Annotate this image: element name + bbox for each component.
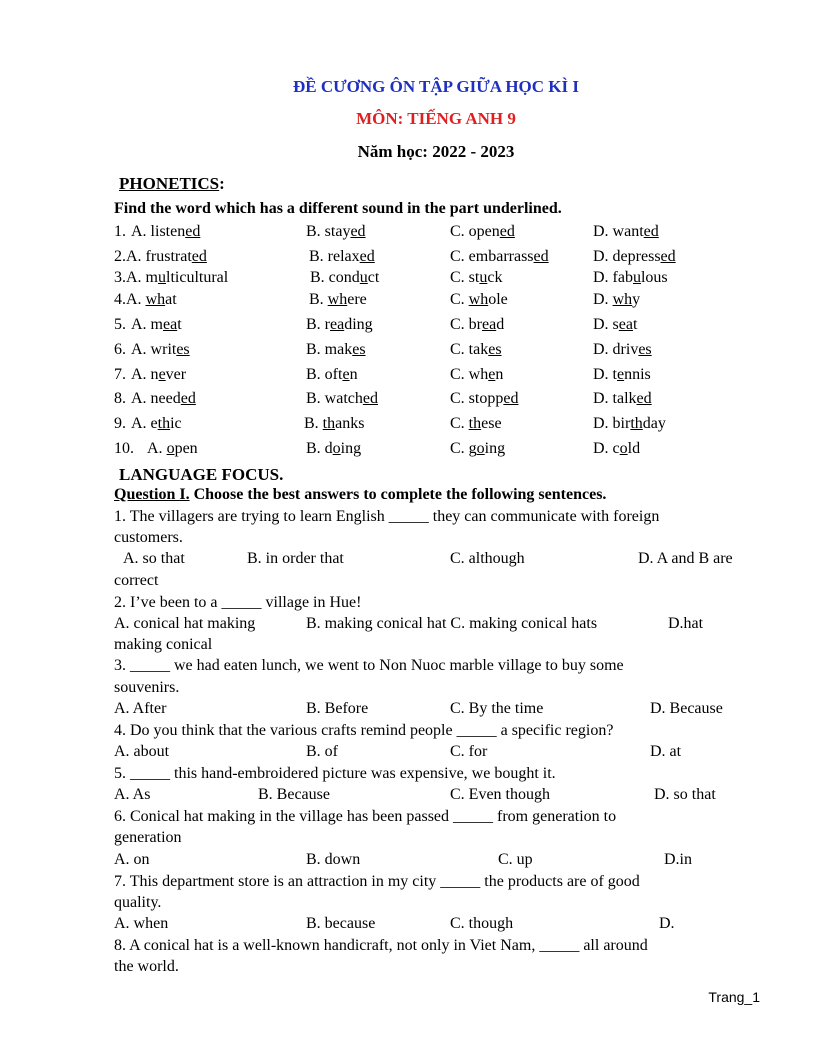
underlined-part: o (332, 440, 341, 457)
underlined-part: e (488, 366, 496, 383)
phonetics-option-b: B. where (309, 291, 367, 308)
underlined-part: wh (145, 291, 166, 308)
phonetics-option-d: D. birthday (593, 415, 666, 432)
phonetics-option-c: C. when (450, 366, 504, 383)
phonetics-option-b: B. watched (306, 390, 378, 407)
q4-stem: 4. Do you think that the various crafts remind people _____ a specific region? (114, 722, 614, 739)
underlined-part: es (352, 341, 366, 358)
underlined-part: u (479, 269, 488, 286)
underlined-part: ea (482, 316, 497, 333)
q1-option-d: D. A and B are (638, 550, 733, 567)
phonetics-option-c: C. going (450, 440, 506, 457)
phonetics-option-c: C. embarrassed (450, 248, 549, 265)
underlined-part: ed (636, 390, 652, 407)
underlined-part: th (630, 415, 643, 432)
q2-stem: 2. I’ve been to a _____ village in Hue! (114, 594, 362, 611)
q7-option-b: B. because (306, 915, 376, 932)
underlined-part: u (158, 269, 166, 286)
underlined-part: ed (350, 223, 366, 240)
phonetics-option-b: B. relaxed (309, 248, 375, 265)
subject-title: MÔN: TIẾNG ANH 9 (356, 109, 516, 128)
underlined-part: o (166, 440, 175, 457)
q2-option-d: D.hat (668, 615, 704, 632)
phonetics-option-c: C. bread (450, 316, 505, 333)
q1-stem-cont: customers. (114, 529, 183, 546)
phonetics-option-d: D. wanted (593, 223, 659, 240)
phonetics-item-number: 5. (114, 316, 126, 333)
phonetics-option-d: D. talked (593, 390, 652, 407)
phonetics-heading: PHONETICS: (119, 174, 225, 193)
phonetics-option-a: A. multicultural (126, 269, 229, 286)
underlined-part: ed (362, 390, 378, 407)
phonetics-option-c: C. stopped (450, 390, 519, 407)
q3-stem: 3. _____ we had eaten lunch, we went to Non Nuoc marble village to buy some (114, 657, 624, 674)
q3-option-c: C. By the time (450, 700, 544, 717)
underlined-part: ed (191, 248, 207, 265)
q3-option-b: B. Before (306, 700, 369, 717)
underlined-part: ed (643, 223, 659, 240)
q2-option-d-cont: making conical (114, 636, 213, 653)
underlined-part: wh (327, 291, 348, 308)
phonetics-option-b: B. reading (306, 316, 373, 333)
q6-option-b: B. down (306, 851, 361, 868)
q8-stem: 8. A conical hat is a well-known handicraft, not only in Viet Nam, _____ all around (114, 937, 648, 954)
q7-option-d: D. (659, 915, 675, 932)
phonetics-option-a: A. frustrated (126, 248, 207, 265)
phonetics-item-number: 3. (114, 269, 126, 286)
phonetics-option-b: B. doing (306, 440, 362, 457)
q6-option-c: C. up (498, 851, 533, 868)
q1-option-a: A. so that (123, 550, 185, 567)
phonetics-option-b: B. conduct (310, 269, 380, 286)
underlined-part: ed (359, 248, 375, 265)
phonetics-option-c: C. stuck (450, 269, 503, 286)
phonetics-item-number: 2. (114, 248, 126, 265)
underlined-part: ed (185, 223, 201, 240)
q5-stem: 5. _____ this hand-embroidered picture was expensive, we bought it. (114, 765, 556, 782)
phonetics-option-d: D. seat (593, 316, 638, 333)
phonetics-option-a: A. what (126, 291, 177, 308)
q5-option-c: C. Even though (450, 786, 550, 803)
phonetics-option-b: B. stayed (306, 223, 366, 240)
phonetics-item-number: 10. (114, 440, 134, 457)
phonetics-item-number: 4. (114, 291, 126, 308)
q1-stem: 1. The villagers are trying to learn English _____ they can communicate with foreign (114, 508, 660, 525)
phonetics-option-a: A. needed (131, 390, 196, 407)
q8-stem-cont: the world. (114, 958, 179, 975)
phonetics-option-a: A. open (147, 440, 198, 457)
phonetics-instruction: Find the word which has a different sound in the part underlined. (114, 200, 562, 217)
underlined-part: ed (533, 248, 549, 265)
underlined-part: u (632, 269, 641, 286)
school-year: Năm học: 2022 - 2023 (357, 142, 515, 161)
phonetics-option-c: C. these (450, 415, 502, 432)
underlined-part: ed (503, 390, 519, 407)
underlined-part: wh (612, 291, 633, 308)
underlined-part: e (617, 366, 625, 383)
phonetics-option-a: A. listened (131, 223, 201, 240)
phonetics-option-b: B. often (306, 366, 358, 383)
q3-option-d: D. Because (650, 700, 723, 717)
underlined-part: th (322, 415, 336, 432)
language-focus-heading: LANGUAGE FOCUS. (119, 465, 284, 484)
q2-option-bc: B. making conical hat C. making conical hats (306, 615, 598, 632)
underlined-part: e (158, 366, 166, 383)
underlined-part: ed (660, 248, 676, 265)
underlined-part: es (638, 341, 652, 358)
phonetics-option-b: B. makes (306, 341, 366, 358)
q5-option-b: B. Because (258, 786, 330, 803)
underlined-part: e (342, 366, 350, 383)
phonetics-option-a: A. ethic (131, 415, 182, 432)
q3-option-a: A. After (114, 700, 167, 717)
underlined-part: o (476, 440, 485, 457)
q4-option-d: D. at (650, 743, 682, 760)
phonetics-item-number: 1. (114, 223, 126, 240)
phonetics-item-number: 8. (114, 390, 126, 407)
document-title: ĐỀ CƯƠNG ÔN TẬP GIỮA HỌC KÌ I (292, 77, 580, 96)
phonetics-option-b: B. thanks (304, 415, 365, 432)
underlined-part: ea (618, 316, 633, 333)
q1-option-b: B. in order that (247, 550, 344, 567)
q6-stem: 6. Conical hat making in the village has been passed _____ from generation to (114, 808, 617, 825)
q6-stem-cont: generation (114, 829, 182, 846)
q1-option-d-cont: correct (114, 572, 159, 589)
q7-option-c: C. though (450, 915, 514, 932)
q4-option-a: A. about (114, 743, 170, 760)
q6-option-a: A. on (114, 851, 150, 868)
underlined-part: o (619, 440, 628, 457)
q7-stem-cont: quality. (114, 894, 162, 911)
page-number: Trang_1 (708, 989, 760, 1005)
q4-option-c: C. for (450, 743, 488, 760)
q6-option-d: D.in (664, 851, 692, 868)
phonetics-option-d: D. cold (593, 440, 641, 457)
underlined-part: wh (468, 291, 489, 308)
underlined-part: es (488, 341, 502, 358)
question-heading: Question I. Choose the best answers to complete the following sentences. (114, 486, 607, 503)
phonetics-option-a: A. meat (131, 316, 182, 333)
phonetics-option-d: D. fabulous (593, 269, 668, 286)
underlined-part: th (157, 415, 171, 432)
underlined-part: es (176, 341, 190, 358)
q2-option-a: A. conical hat making (114, 615, 256, 632)
phonetics-item-number: 9. (114, 415, 126, 432)
underlined-part: u (359, 269, 368, 286)
underlined-part: ed (180, 390, 196, 407)
q5-option-a: A. As (114, 786, 151, 803)
phonetics-option-c: C. whole (450, 291, 508, 308)
phonetics-option-d: D. drives (593, 341, 652, 358)
underlined-part: th (468, 415, 482, 432)
phonetics-option-a: A. never (131, 366, 187, 383)
phonetics-item-number: 7. (114, 366, 126, 383)
q4-option-b: B. of (306, 743, 338, 760)
q5-option-d: D. so that (654, 786, 716, 803)
phonetics-item-number: 6. (114, 341, 126, 358)
q3-stem-cont: souvenirs. (114, 679, 180, 696)
phonetics-option-a: A. writes (131, 341, 190, 358)
underlined-part: ea (163, 316, 178, 333)
underlined-part: ea (330, 316, 345, 333)
phonetics-option-d: D. depressed (593, 248, 676, 265)
phonetics-option-c: C. opened (450, 223, 515, 240)
q7-stem: 7. This department store is an attraction in my city _____ the products are of good (114, 873, 640, 890)
phonetics-option-c: C. takes (450, 341, 502, 358)
q1-option-c: C. although (450, 550, 525, 567)
phonetics-option-d: D. why (593, 291, 641, 308)
q7-option-a: A. when (114, 915, 169, 932)
underlined-part: ed (499, 223, 515, 240)
phonetics-option-d: D. tennis (593, 366, 651, 383)
